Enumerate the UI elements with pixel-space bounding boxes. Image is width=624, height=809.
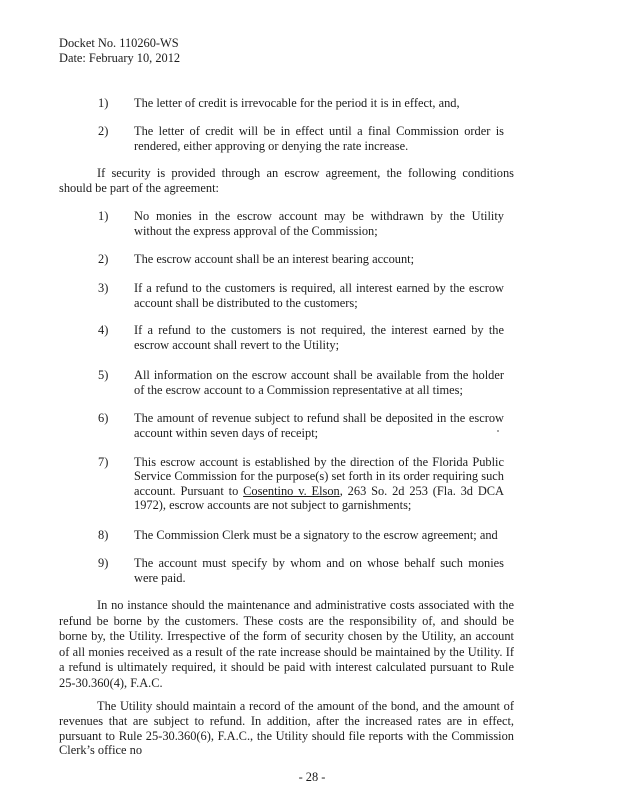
escrow-condition-5-text: All information on the escrow account shall be available from the holder of the escrow account to a Commission representative at all times; bbox=[134, 368, 504, 397]
docket-number: Docket No. 110260-WS bbox=[59, 36, 179, 50]
escrow-condition-2-text: The escrow account shall be an interest bearing account; bbox=[134, 252, 415, 266]
escrow-condition-6-text: The amount of revenue subject to refund shall be deposited in the escrow account within seven days of receipt; bbox=[134, 411, 504, 440]
letter-condition-2-number: 2) bbox=[98, 124, 109, 138]
condition-7-text-before: This escrow account is established by the direction of the Florida Public Service Commission for the purpose(s) set forth in its order requiring such account. Pursuant to bbox=[134, 455, 504, 498]
page-number: - 28 - bbox=[298, 770, 326, 784]
escrow-condition-8-text: The Commission Clerk must be a signatory to the escrow agreement; and bbox=[134, 528, 498, 542]
escrow-condition-9-number: 9) bbox=[98, 556, 109, 570]
escrow-intro-paragraph: If security is provided through an escrow agreement, the following conditions should be part of the agreement: bbox=[59, 166, 514, 195]
bond-record-paragraph: The Utility should maintain a record of the amount of the bond, and the amount of revenues that are subject to refund. In addition, after the increased rates are in effect, pursuant to Rule 25-30.360(6), F.A.C., the Utility should file reports with the Commission Clerk’s office no bbox=[59, 699, 514, 758]
escrow-condition-2-number: 2) bbox=[98, 252, 109, 266]
letter-condition-2-text: The letter of credit will be in effect until a final Commission order is rendered, either approving or denying the rate increase. bbox=[134, 124, 504, 153]
escrow-condition-6-number: 6) bbox=[98, 411, 109, 425]
escrow-condition-9-text: The account must specify by whom and on whose behalf such monies were paid. bbox=[134, 556, 504, 585]
condition-7-text-after: , 263 So. 2d 253 (Fla. 3d DCA 1972), escrow accounts are not subject to garnishments; bbox=[134, 483, 504, 513]
letter-condition-1-number: 1) bbox=[98, 96, 109, 110]
escrow-condition-5-number: 5) bbox=[98, 368, 109, 382]
escrow-condition-1-text: No monies in the escrow account may be withdrawn by the Utility without the express approval of the Commission; bbox=[134, 209, 504, 238]
escrow-condition-4-text: If a refund to the customers is not required, the interest earned by the escrow account shall revert to the Utility; bbox=[134, 323, 504, 352]
escrow-condition-7-number: 7) bbox=[98, 455, 109, 469]
document-date: Date: February 10, 2012 bbox=[59, 51, 181, 65]
letter-condition-1-text: The letter of credit is irrevocable for the period it is in effect, and, bbox=[134, 96, 460, 110]
escrow-condition-7-text bbox=[134, 455, 504, 513]
escrow-condition-8-number: 8) bbox=[98, 528, 109, 542]
escrow-condition-3-text: If a refund to the customers is required, all interest earned by the escrow account shall be distributed to the customers; bbox=[134, 281, 504, 310]
escrow-condition-3-number: 3) bbox=[98, 281, 109, 295]
escrow-condition-1-number: 1) bbox=[98, 209, 109, 223]
case-citation-name: Cosentino v. Elson bbox=[243, 483, 340, 498]
scan-speck bbox=[497, 430, 499, 432]
escrow-condition-4-number: 4) bbox=[98, 323, 109, 337]
refund-costs-paragraph: In no instance should the maintenance and administrative costs associated with the refund be borne by the customers. These costs are the responsibility of, and should be borne by, the Utility. Irrespective of the form of security chosen by the Utility, an account of all monies received as a result of the rate increase should be maintained by the Utility. If a refund is ultimately required, it should be paid with interest calculated pursuant to Rule 25-30.360(4), F.A.C. bbox=[59, 598, 514, 690]
